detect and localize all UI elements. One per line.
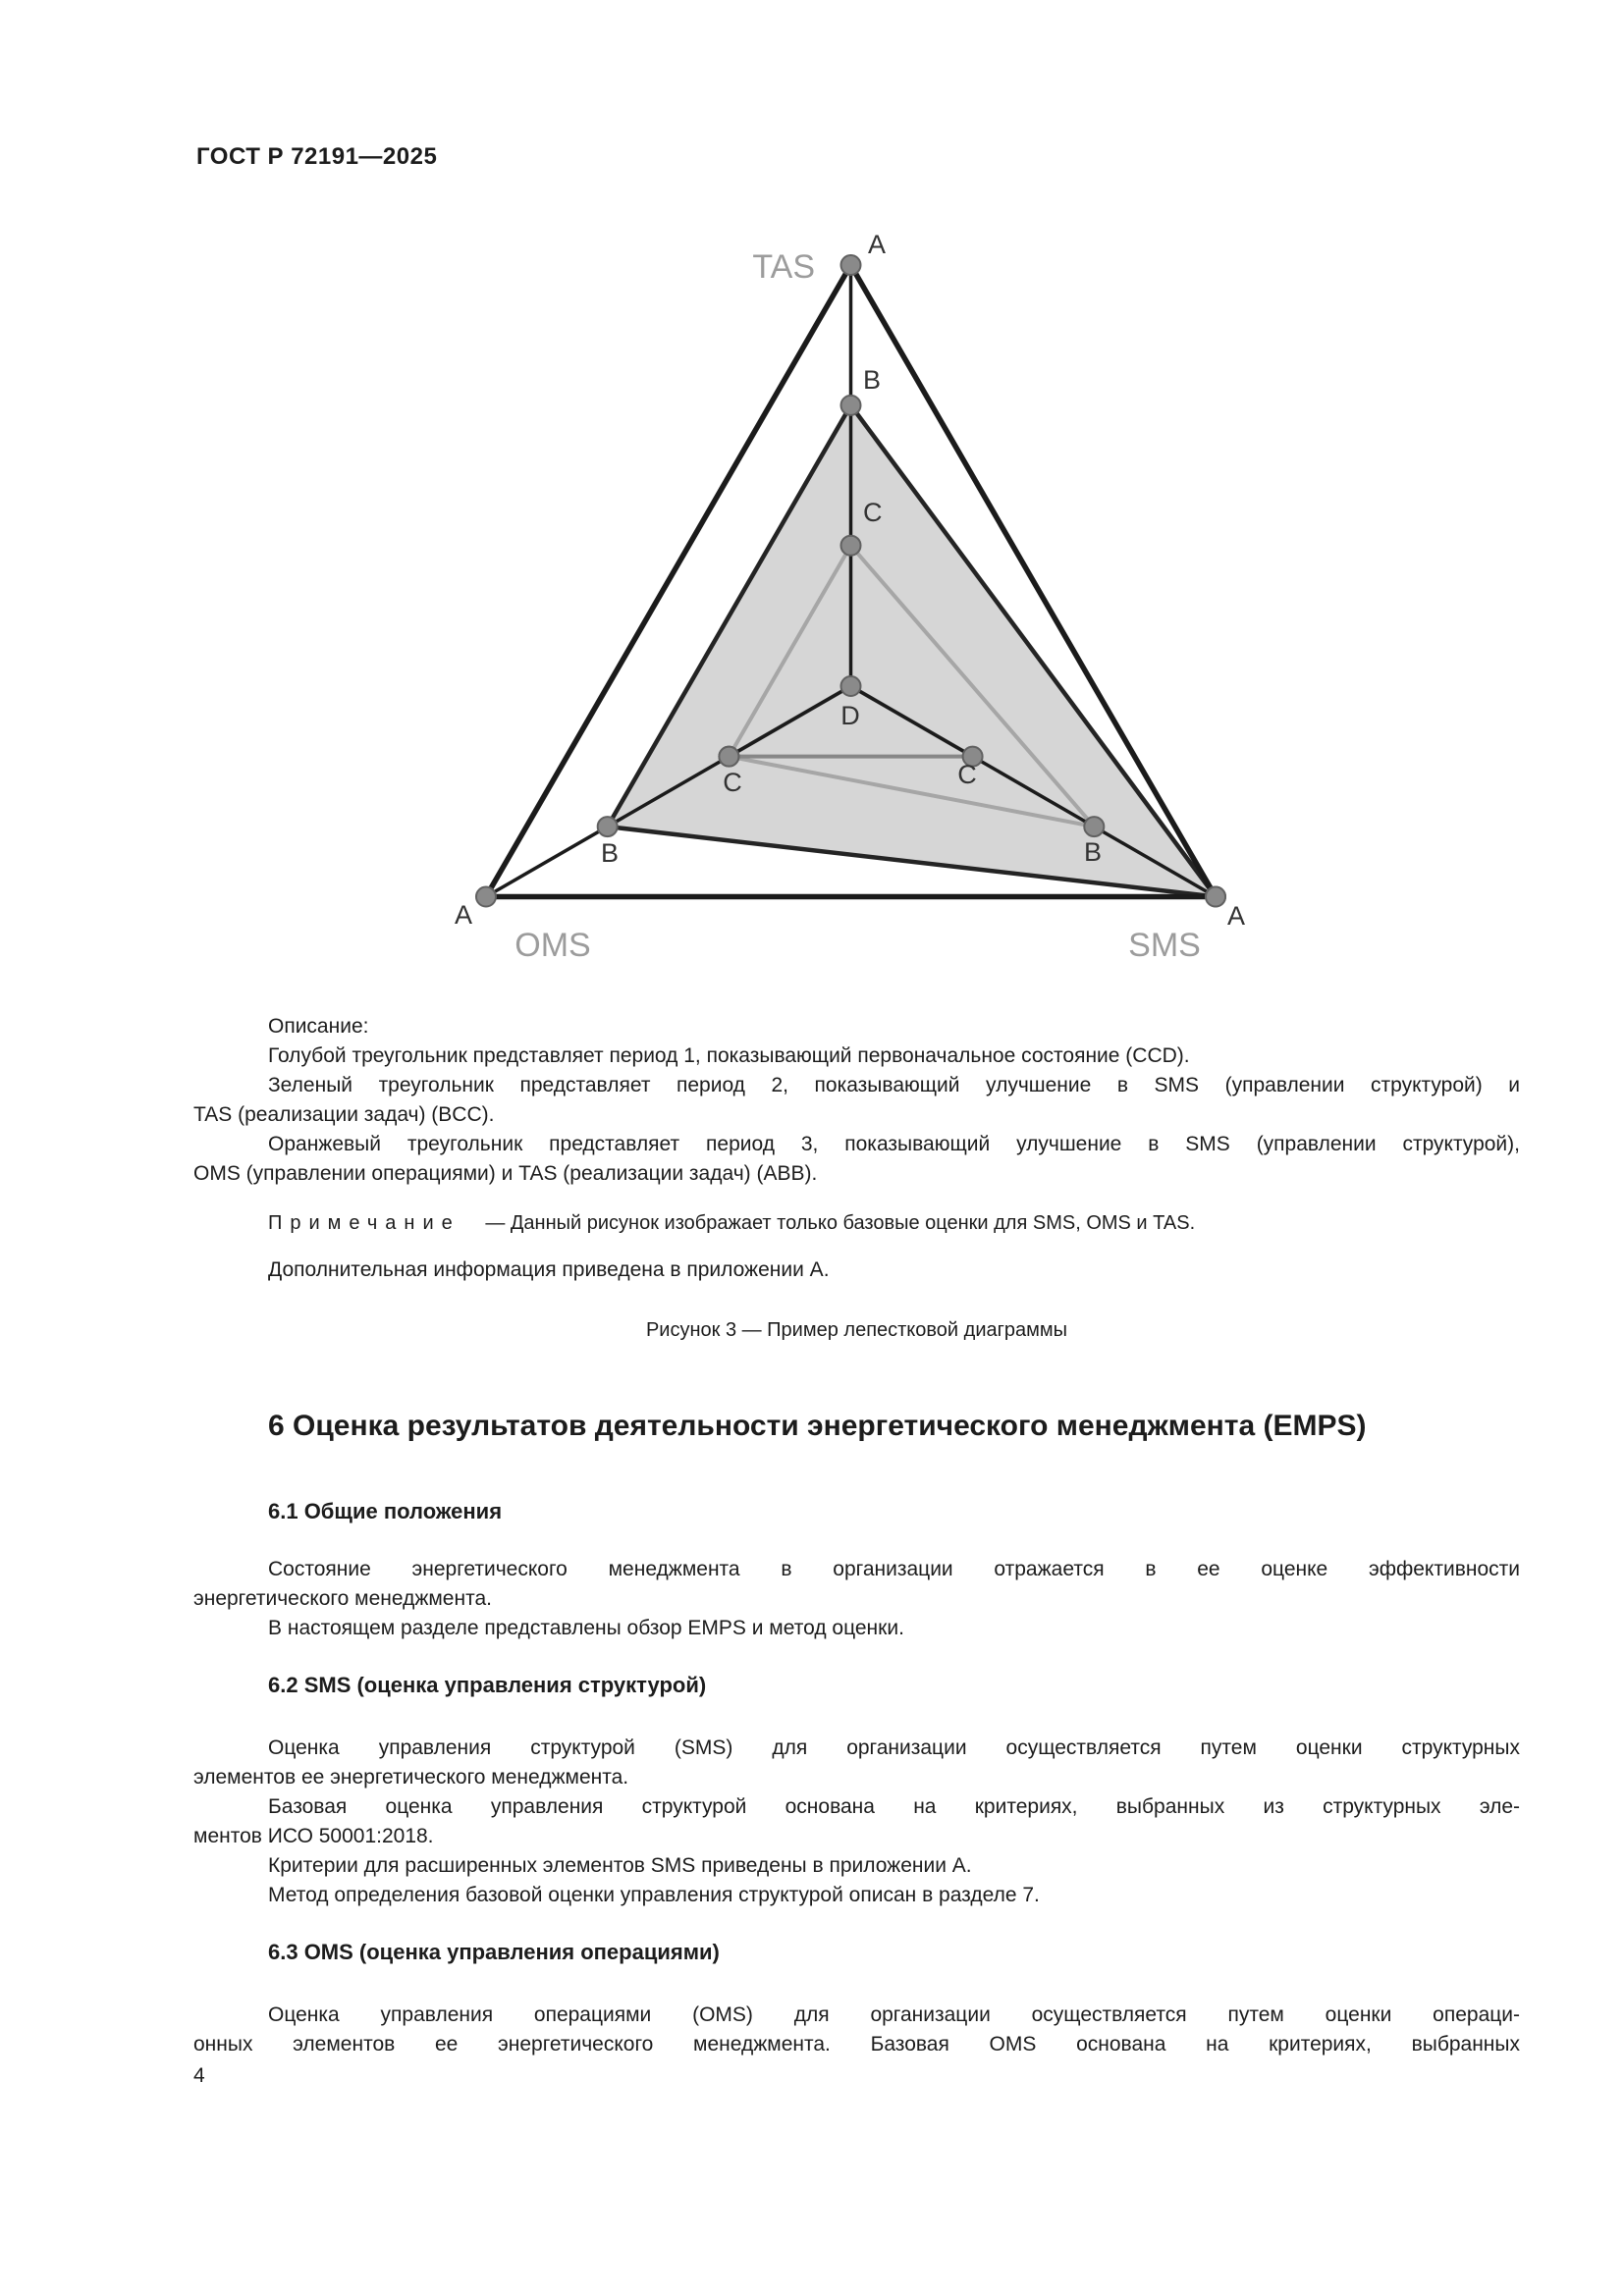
text-line: Зеленый треугольник представляет период 2, показывающий улучшение в SMS (управлении структурой) и (268, 1074, 1520, 1096)
section-6-3-heading: 6.3 OMS (оценка управления операциями) (268, 1940, 720, 1964)
text-line: В настоящем разделе представлены обзор EMPS и метод оценки. (268, 1617, 904, 1639)
text-line: TAS (реализации задач) (BCC). (193, 1103, 495, 1126)
text-line: элементов ее энергетического менеджмента. (193, 1766, 629, 1789)
data-point-marker (841, 536, 861, 556)
grade-label-c-tas: C (863, 498, 883, 527)
text-line: Базовая оценка управления структурой основана на критериях, выбранных из структурных эле- (268, 1795, 1520, 1818)
text-line: Голубой треугольник представляет период 1, показывающий первоначальное состояние (CCD). (268, 1044, 1190, 1067)
text-line: Метод определения базовой оценки управления структурой описан в разделе 7. (268, 1884, 1040, 1906)
figure-description (193, 1012, 1520, 1189)
text-line: Критерии для расширенных элементов SMS приведены в приложении А. (268, 1854, 972, 1877)
radar-plot (476, 255, 1225, 907)
text-line: OMS (управлении операциями) и TAS (реализации задач) (ABB). (193, 1162, 818, 1185)
grade-label-d-center: D (840, 701, 860, 730)
radar-chart-svg (0, 0, 1624, 991)
data-point-marker (598, 817, 618, 836)
text-line: энергетического менеджмента. (193, 1587, 492, 1610)
text-line: Описание: (268, 1015, 369, 1038)
data-point-marker (476, 887, 496, 907)
grade-label-c-oms: C (723, 768, 742, 797)
note-dash (466, 1212, 472, 1234)
grade-label-c-sms: C (957, 760, 977, 789)
text-line: Оценка управления операциями (OMS) для организации осуществляется путем оценки операци- (268, 2003, 1520, 2026)
section-6-2-heading: 6.2 SMS (оценка управления структурой) (268, 1673, 707, 1697)
data-point-marker (841, 396, 861, 415)
text-line: Оценка управления структурой (SMS) для организации осуществляется путем оценки структурных (268, 1736, 1520, 1759)
note-text: — Данный рисунок изображает только базовые оценки для SMS, OMS и TAS. (485, 1212, 1196, 1234)
data-point-marker (841, 676, 861, 696)
figure-caption: Рисунок 3 — Пример лепестковой диаграммы (645, 1319, 1068, 1341)
document-header: ГОСТ Р 72191—2025 (196, 143, 438, 170)
text-line: Состояние энергетического менеджмента в организации отражается в ее оценке эффективности (268, 1558, 1520, 1580)
series-polygon-ABB (608, 405, 1216, 897)
data-point-marker (719, 747, 738, 767)
text-line: онных элементов ее энергетического менеджмента. Базовая OMS основана на критериях, выбранных (193, 2033, 1520, 2056)
additional-info-line: Дополнительная информация приведена в приложении А. (268, 1258, 830, 1281)
text-line: ментов ИСО 50001:2018. (193, 1825, 434, 1847)
axis-title-tas: TAS (752, 248, 815, 286)
data-point-marker (1206, 887, 1225, 907)
section-6-3-body (193, 2001, 1520, 2059)
section-6-1-body (193, 1555, 1520, 1643)
section-6-2-body (193, 1734, 1520, 1910)
data-point-marker (841, 255, 861, 275)
grade-label-b-oms: B (600, 838, 620, 868)
axis-title-sms: SMS (1128, 927, 1201, 964)
figure-note (268, 1209, 1195, 1237)
section-6-1-heading: 6.1 Общие положения (268, 1499, 503, 1523)
text-line: Оранжевый треугольник представляет период 3, показывающий улучшение в SMS (управлении структурой), (268, 1133, 1520, 1155)
page-number: 4 (193, 2064, 205, 2087)
data-point-marker (1084, 817, 1104, 836)
grade-label-a-sms: A (1226, 901, 1246, 931)
grade-label-b-sms: B (1083, 837, 1103, 867)
grade-label-a-tas: A (868, 230, 887, 259)
section-6-heading: 6 Оценка результатов деятельности энергетического менеджмента (EMPS) (268, 1410, 1367, 1442)
axis-title-oms: OMS (514, 927, 591, 964)
note-label: Примечание (268, 1212, 460, 1234)
grade-label-a-oms: A (454, 900, 473, 930)
grade-label-b-tas: B (863, 365, 882, 395)
